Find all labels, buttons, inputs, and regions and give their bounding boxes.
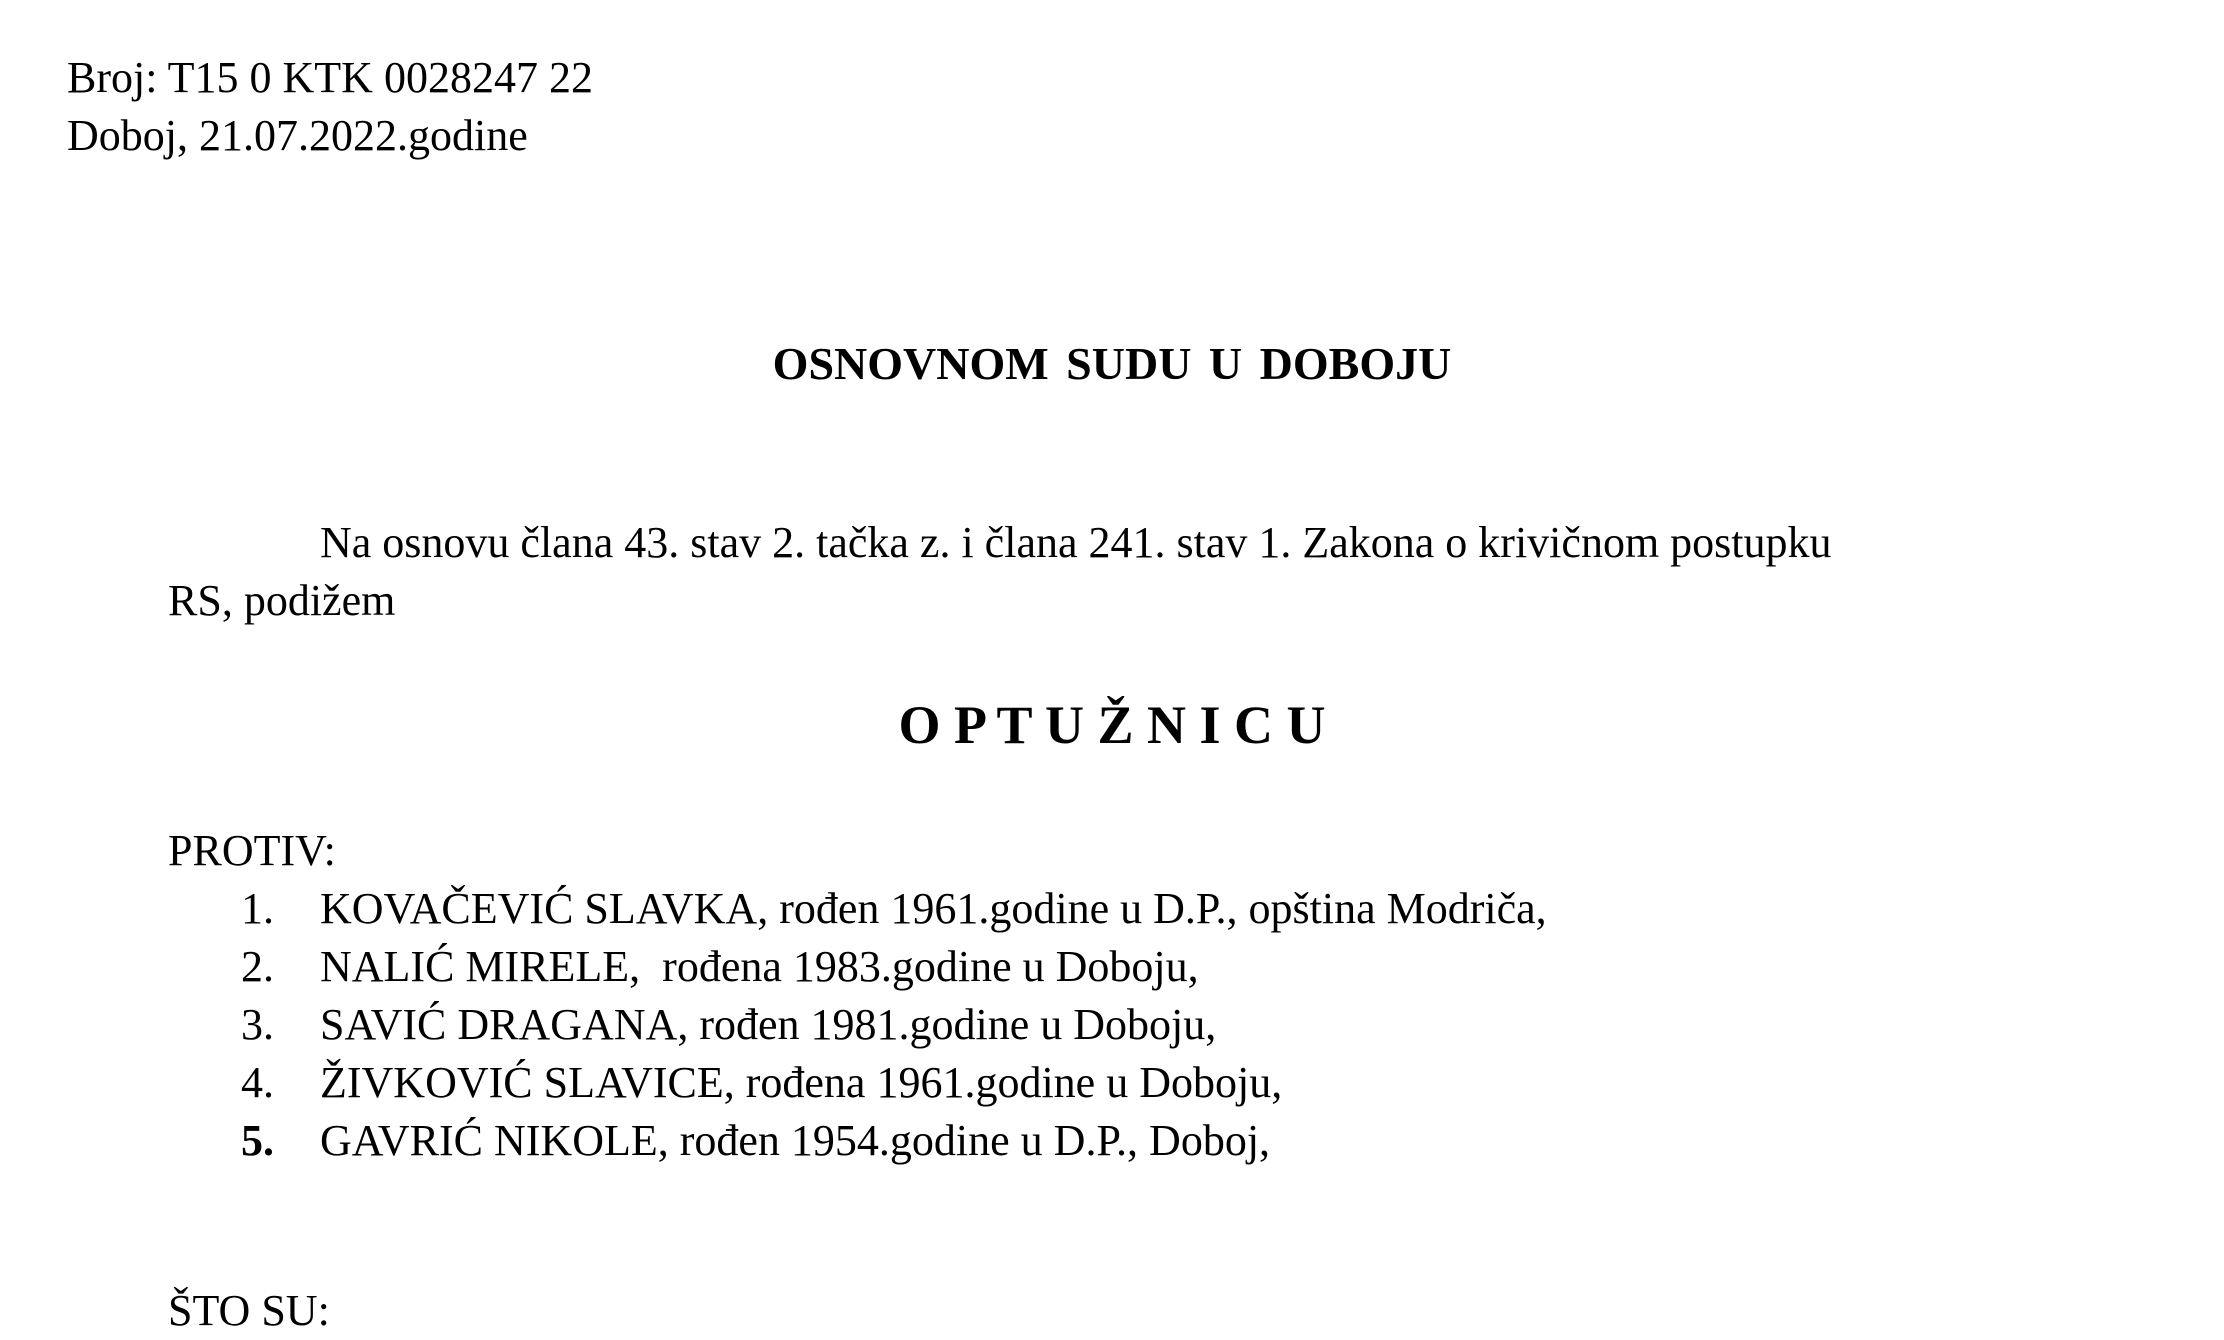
intro-paragraph-line-1: Na osnovu člana 43. stav 2. tačka z. i člana 241. stav 1. Zakona o krivičnom postupku bbox=[320, 518, 1832, 567]
place-and-date: Doboj, 21.07.2022.godine bbox=[67, 111, 528, 160]
section-label: ŠTO SU: bbox=[168, 1286, 330, 1335]
court-heading: OSNOVNOM SUDU U DOBOJU bbox=[772, 338, 1452, 389]
defendant-list-item bbox=[168, 996, 1216, 1054]
case-number: Broj: T15 0 KTK 0028247 22 bbox=[67, 53, 593, 102]
defendant-number: 4. bbox=[241, 1058, 274, 1107]
defendant-number: 3. bbox=[241, 1000, 274, 1049]
defendant-text: ŽIVKOVIĆ SLAVICE, rođena 1961.godine u Doboju, bbox=[320, 1058, 1283, 1107]
defendant-list-item bbox=[168, 938, 1199, 996]
defendant-number: 5. bbox=[241, 1116, 274, 1165]
defendant-list-item bbox=[168, 1054, 1282, 1112]
defendant-text: KOVAČEVIĆ SLAVKA, rođen 1961.godine u D.P., opština Modriča, bbox=[320, 884, 1547, 933]
intro-paragraph-line-2: RS, podižem bbox=[168, 576, 396, 625]
document-title: O P T U Ž N I C U bbox=[898, 695, 1326, 755]
defendant-number: 2. bbox=[241, 942, 274, 991]
defendants-label: PROTIV: bbox=[168, 826, 336, 875]
defendant-list-item bbox=[168, 1112, 1270, 1170]
defendant-text: GAVRIĆ NIKOLE, rođen 1954.godine u D.P., Doboj, bbox=[320, 1116, 1271, 1165]
defendant-list-item bbox=[168, 880, 1547, 938]
defendant-text: NALIĆ MIRELE, rođena 1983.godine u Doboju, bbox=[320, 942, 1199, 991]
defendant-number: 1. bbox=[241, 884, 274, 933]
defendant-text: SAVIĆ DRAGANA, rođen 1981.godine u Doboju, bbox=[320, 1000, 1217, 1049]
